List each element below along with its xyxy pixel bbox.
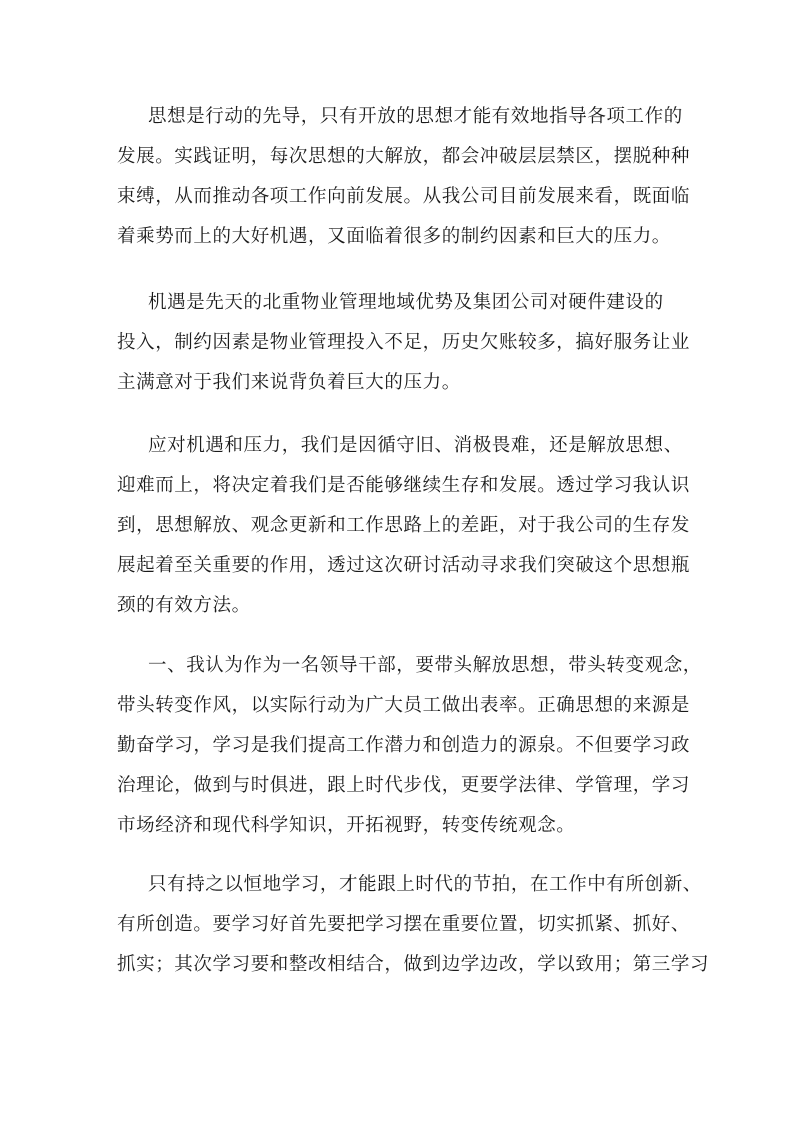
text-line: 发展。实践证明，每次思想的大解放，都会冲破层层禁区，摆脱种种 xyxy=(117,146,691,167)
text-line: 展起着至关重要的作用，透过这次研讨活动寻求我们突破这个思想瓶 xyxy=(117,555,691,576)
text-line: 市场经济和现代科学知识，开拓视野，转变传统观念。 xyxy=(117,815,576,836)
text-line: 颈的有效方法。 xyxy=(117,595,251,616)
paragraph-3 xyxy=(117,426,691,626)
text-line: 应对机遇和压力，我们是因循守旧、消极畏难，还是解放思想、 xyxy=(148,435,683,456)
paragraph-4 xyxy=(117,646,702,846)
text-line: 抓实；其次学习要和整改相结合，做到边学边改，学以致用；第三学习 xyxy=(117,954,710,975)
text-line: 束缚，从而推动各项工作向前发展。从我公司目前发展来看，既面临 xyxy=(117,186,691,207)
text-line: 只有持之以恒地学习，才能跟上时代的节拍，在工作中有所创新、 xyxy=(148,874,702,895)
text-line: 机遇是先天的北重物业管理地域优势及集团公司对硬件建设的 xyxy=(148,292,664,313)
text-line: 有所创造。要学习好首先要把学习摆在重要位置，切实抓紧、抓好、 xyxy=(117,914,691,935)
paragraph-2 xyxy=(117,283,691,403)
text-line: 治理论，做到与时俱进，跟上时代步伐，更要学法律、学管理，学习 xyxy=(117,775,691,796)
text-line: 到，思想解放、观念更新和工作思路上的差距，对于我公司的生存发 xyxy=(117,515,691,536)
text-line: 主满意对于我们来说背负着巨大的压力。 xyxy=(117,372,461,393)
paragraph-5 xyxy=(117,865,710,985)
text-line: 思想是行动的先导，只有开放的思想才能有效地指导各项工作的 xyxy=(148,106,683,127)
text-line: 勤奋学习，学习是我们提高工作潜力和创造力的源泉。不但要学习政 xyxy=(117,735,691,756)
text-line: 带头转变作风，以实际行动为广大员工做出表率。正确思想的来源是 xyxy=(117,695,691,716)
text-line: 一、我认为作为一名领导干部，要带头解放思想，带头转变观念， xyxy=(148,655,702,676)
text-line: 投入，制约因素是物业管理投入不足，历史欠账较多，搞好服务让业 xyxy=(117,332,691,353)
paragraph-1 xyxy=(117,97,691,257)
text-line: 迎难而上，将决定着我们是否能够继续生存和发展。透过学习我认识 xyxy=(117,475,691,496)
text-line: 着乘势而上的大好机遇，又面临着很多的制约因素和巨大的压力。 xyxy=(117,226,671,247)
